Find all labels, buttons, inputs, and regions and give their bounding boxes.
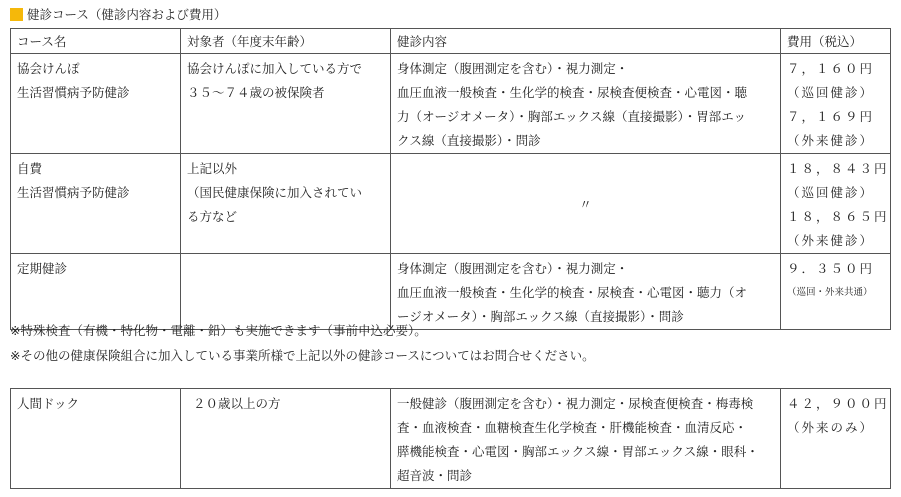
target-line: る方など [187,209,238,224]
header-course: コース名 [11,29,181,54]
target-line: ３５～７４歳の被保険者 [187,85,325,100]
content-line: 膵機能検査・心電図・胸部エックス線・胃部エックス線・眼科・ [397,444,759,459]
fee-line: １８，８６５円 [787,209,889,224]
content-line: 査・血液検査・血糖検査生化学検査・肝機能検査・血清反応・ [397,420,748,435]
course-line: 協会けんぽ [17,61,80,76]
content-line: 血圧血液一般検査・生化学的検査・尿検査便検査・心電図・聴 [397,85,748,100]
section-title-text: 健診コース（健診内容および費用） [27,7,227,22]
course-line: 生活習慣病予防健診 [17,85,130,100]
table-row [11,254,891,330]
note-special-tests: ※特殊検査（有機・特化物・電離・鉛）も実施できます（事前申込必要）。 [10,323,427,338]
content-cell [391,54,781,154]
fee-line: （巡回健診） [787,185,875,200]
content-line: クス線（直接撮影）・問診 [397,133,541,148]
content-line: 一般健診（腹囲測定を含む）・視力測定・尿検査便検査・梅毒検 [397,396,754,411]
fee-line: ７，１６９円 [787,109,875,124]
ningen-dock-table [10,388,891,489]
target-cell [181,254,391,330]
course-cell [11,54,181,154]
target-line: 協会けんぽに加入している方で [187,61,363,76]
course-line: 自費 [17,161,43,176]
fee-line: （外来のみ） [787,420,875,435]
fee-line: ４２，９００円 [787,396,889,411]
table-row [11,54,891,154]
section-title [10,4,226,24]
content-line: 身体測定（腹囲測定を含む）・視力測定・ [397,61,629,76]
content-line: ージオメータ）・胸部エックス線（直接撮影）・問診 [397,309,684,324]
target-line: （国民健康保険に加入されてい [187,185,363,200]
fee-cell [781,54,891,154]
content-line: 超音波・問診 [397,468,473,483]
course-cell [11,154,181,254]
fee-line: （外来健診） [787,133,875,148]
course-cell [11,254,181,330]
table-row [11,389,891,489]
header-fee: 費用（税込） [781,29,891,54]
table-row [11,154,891,254]
fee-line: （外来健診） [787,233,875,248]
content-line: 力（オージオメータ）・胸部エックス線（直接撮影）・胃部エッ [397,109,747,124]
header-target: 対象者（年度末年齢） [181,29,391,54]
title-marker-icon [10,8,23,21]
dock-course-cell: 人間ドック [11,389,181,489]
fee-line: ７，１６０円 [787,61,875,76]
table-header-row [11,29,891,54]
fee-line: １８，８４３円 [787,161,889,176]
health-check-table [10,28,891,330]
fee-line: ９．３５０円 [787,261,875,276]
course-line: 生活習慣病予防健診 [17,185,130,200]
fee-line: （巡回健診） [787,85,875,100]
fee-cell [781,254,891,330]
target-cell [181,154,391,254]
dock-content-cell [391,389,781,489]
note-other-insurance: ※その他の健康保険組合に加入している事業所様で上記以外の健診コースについてはお問合せください。 [10,348,595,363]
target-line: 上記以外 [187,161,238,176]
dock-target-cell: ２０歳以上の方 [181,389,391,489]
course-line: 定期健診 [17,261,68,276]
dock-fee-cell [781,389,891,489]
content-ditto-cell: 〃 [391,154,781,254]
content-cell [391,254,781,330]
content-line: 血圧血液一般検査・生化学的検査・尿検査・心電図・聴力（オ [397,285,748,300]
header-content: 健診内容 [391,29,781,54]
content-line: 身体測定（腹囲測定を含む）・視力測定・ [397,261,629,276]
fee-cell [781,154,891,254]
fee-note: （巡回・外来共通） [787,287,873,298]
target-cell [181,54,391,154]
